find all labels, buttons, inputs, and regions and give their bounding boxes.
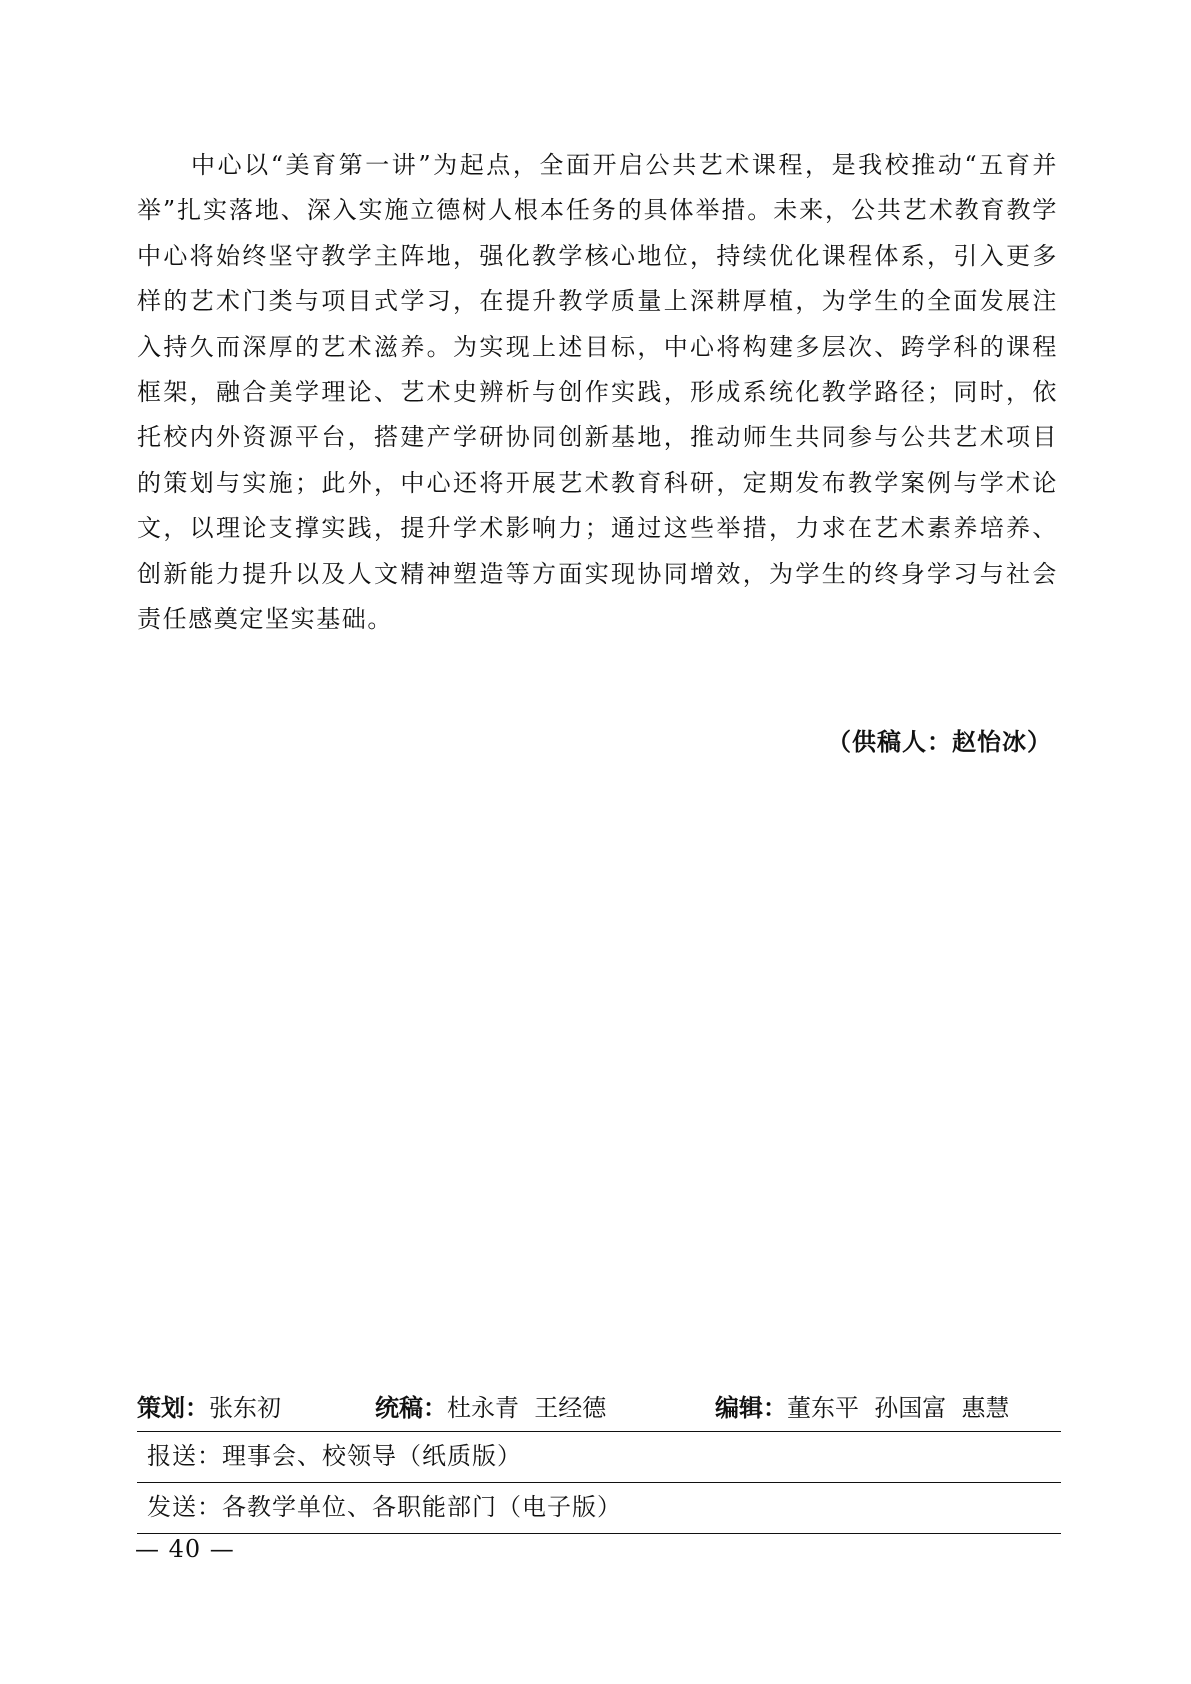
body-paragraph: 中心以“美育第一讲”为起点，全面开启公共艺术课程，是我校推动“五育并举”扎实落地、深入实施立德树人根本任务的具体举措。未来，公共艺术教育教学中心将始终坚守教学主阵地，强化教学核心地位，持续优化课程体系，引入更多样的艺术门类与项目式学习，在提升教学质量上深耕厚植，为学生的全面发展注入持久而深厚的艺术滋养。为实现上述目标，中心将构建多层次、跨学科的课程框架，融合美学理论、艺术史辨析与创作实践，形成系统化教学路径；同时，依托校内外资源平台，搭建产学研协同创新基地，推动师生共同参与公共艺术项目的策划与实施；此外，中心还将开展艺术教育科研，定期发布教学案例与学术论文，以理论支撑实践，提升学术影响力；通过这些举措，力求在艺术素养培养、创新能力提升以及人文精神塑造等方面实现协同增效，为学生的终身学习与社会责任感奠定坚实基础。: [137, 151, 1058, 634]
send-to-line: 发送：各教学单位、各职能部门（电子版）: [137, 1483, 1061, 1534]
editing-credit: [715, 1389, 1045, 1427]
editing-names: 董东平 孙国富 惠慧: [787, 1394, 1010, 1422]
staff-credits-row: [137, 1389, 1061, 1432]
compiling-names: 杜永青 王经德: [447, 1394, 607, 1422]
report-to-line: 报送：理事会、校领导（纸质版）: [137, 1432, 1061, 1483]
planning-names: 张东初: [209, 1394, 281, 1422]
planning-label: 策划：: [137, 1394, 209, 1422]
editing-label: 编辑：: [715, 1394, 787, 1422]
compiling-label: 统稿：: [375, 1394, 447, 1422]
contributor-credit: （供稿人：赵怡冰）: [827, 728, 1052, 756]
planning-credit: [137, 1389, 375, 1427]
compiling-credit: [375, 1389, 715, 1427]
page-number: — 40 —: [135, 1535, 235, 1563]
bulletin-footer: [137, 1389, 1061, 1534]
